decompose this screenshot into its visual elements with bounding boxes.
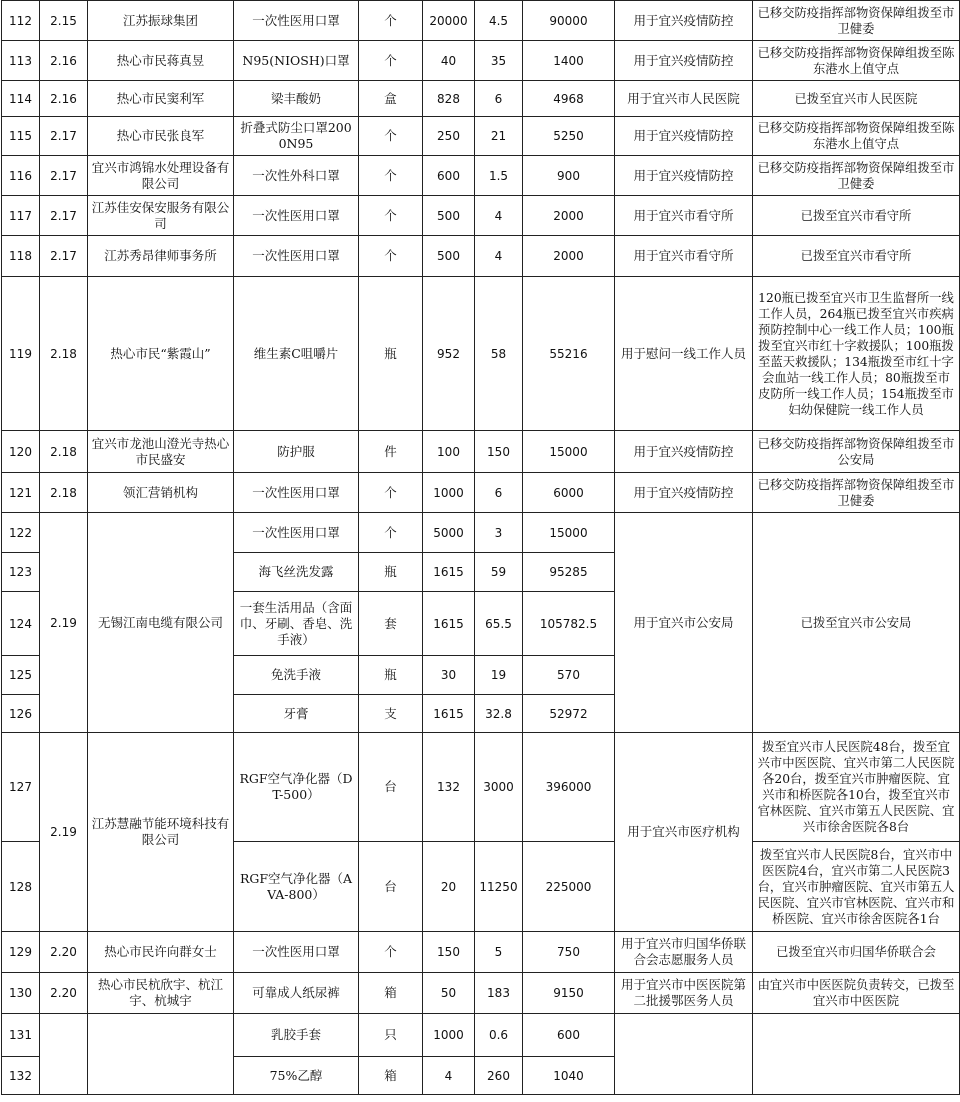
row-date: 2.17 [40,117,88,156]
row-item: 一套生活用品（含面巾、牙刷、香皂、洗手液） [234,592,359,656]
row-amount: 750 [523,932,615,973]
row-number: 125 [2,656,40,695]
row-item: 一次性外科口罩 [234,156,359,196]
row-destination: 拨至宜兴市人民医院8台，宜兴市中医医院4台，宜兴市第二人民医院3台，宜兴市肿瘤医院、宜兴市第五人民医院、宜兴市官林医院、宜兴市和桥医院、宜兴市徐舍医院各1台 [753,842,960,932]
row-amount: 396000 [523,733,615,842]
table-row [2,1014,960,1057]
row-destination: 已拨至宜兴市人民医院 [753,81,960,117]
row-date: 2.15 [40,1,88,41]
donation-table [1,0,960,1095]
row-number: 126 [2,695,40,733]
row-destination: 已移交防疫指挥部物资保障组拨至市公安局 [753,431,960,473]
row-date: 2.17 [40,156,88,196]
row-number: 115 [2,117,40,156]
row-quantity: 30 [423,656,475,695]
row-destination: 已拨至宜兴市归国华侨联合会 [753,932,960,973]
row-donor: 宜兴市龙池山澄光寺热心市民盛安 [88,431,234,473]
row-number: 127 [2,733,40,842]
row-item: 一次性医用口罩 [234,236,359,277]
row-item: 牙膏 [234,695,359,733]
row-item: 一次性医用口罩 [234,932,359,973]
row-price: 1.5 [475,156,523,196]
row-price: 32.8 [475,695,523,733]
row-quantity: 600 [423,156,475,196]
table-row [2,1,960,41]
table-row [2,973,960,1014]
row-use: 用于宜兴市人民医院 [615,81,753,117]
row-quantity: 5000 [423,513,475,553]
row-price: 150 [475,431,523,473]
table-row [2,733,960,842]
group-date: 2.19 [40,733,88,932]
group-use: 用于宜兴市公安局 [615,513,753,733]
row-destination: 120瓶已拨至宜兴市卫生监督所一线工作人员，264瓶已拨至宜兴市疾病预防控制中心一线工作人员；100瓶拨至宜兴市红十字救援队；100瓶拨至蓝天救援队；134瓶拨至市红十字会血站一线工作人员；80瓶拨至市皮防所一线工作人员；154瓶拨至市妇幼保健院一线工作人员 [753,277,960,431]
row-unit: 个 [359,156,423,196]
row-amount: 6000 [523,473,615,513]
row-price: 4 [475,196,523,236]
table-row [2,41,960,81]
row-unit: 套 [359,592,423,656]
row-number: 130 [2,973,40,1014]
row-amount: 55216 [523,277,615,431]
row-price: 4.5 [475,1,523,41]
row-unit: 瓶 [359,656,423,695]
row-date: 2.16 [40,41,88,81]
row-date: 2.20 [40,973,88,1014]
row-amount: 9150 [523,973,615,1014]
row-unit: 个 [359,117,423,156]
row-unit: 盒 [359,81,423,117]
row-quantity: 500 [423,236,475,277]
row-unit: 瓶 [359,553,423,592]
row-number: 113 [2,41,40,81]
row-quantity: 1615 [423,553,475,592]
row-quantity: 250 [423,117,475,156]
row-price: 6 [475,81,523,117]
row-number: 122 [2,513,40,553]
row-amount: 105782.5 [523,592,615,656]
row-unit: 件 [359,431,423,473]
row-use: 用于宜兴疫情防控 [615,431,753,473]
row-number: 132 [2,1057,40,1095]
row-item: 一次性医用口罩 [234,1,359,41]
row-unit: 台 [359,842,423,932]
row-quantity: 1615 [423,592,475,656]
row-number: 123 [2,553,40,592]
row-donor: 热心市民许向群女士 [88,932,234,973]
row-item: RGF空气净化器（DT-500） [234,733,359,842]
table-row [2,236,960,277]
row-date: 2.18 [40,431,88,473]
row-quantity: 1000 [423,473,475,513]
row-item: 一次性医用口罩 [234,513,359,553]
row-unit: 个 [359,932,423,973]
row-quantity: 132 [423,733,475,842]
row-donor: 江苏振球集团 [88,1,234,41]
group-donor: 无锡江南电缆有限公司 [88,513,234,733]
row-unit: 个 [359,473,423,513]
table-row [2,473,960,513]
row-destination: 由宜兴市中医医院负责转交，已拨至宜兴市中医医院 [753,973,960,1014]
row-price: 59 [475,553,523,592]
row-quantity: 1000 [423,1014,475,1057]
row-unit: 台 [359,733,423,842]
group-destination [753,1014,960,1095]
row-date: 2.16 [40,81,88,117]
row-price: 5 [475,932,523,973]
row-quantity: 952 [423,277,475,431]
row-item: 一次性医用口罩 [234,473,359,513]
row-donor: 热心市民蒋真昱 [88,41,234,81]
row-amount: 90000 [523,1,615,41]
row-number: 131 [2,1014,40,1057]
row-destination: 已移交防疫指挥部物资保障组拨至市卫健委 [753,1,960,41]
row-destination: 已移交防疫指挥部物资保障组拨至市卫健委 [753,473,960,513]
row-date: 2.18 [40,277,88,431]
table-row [2,277,960,431]
row-quantity: 828 [423,81,475,117]
row-amount: 15000 [523,431,615,473]
row-price: 58 [475,277,523,431]
row-amount: 5250 [523,117,615,156]
row-destination: 已拨至宜兴市看守所 [753,196,960,236]
row-item: 75%乙醇 [234,1057,359,1095]
row-quantity: 50 [423,973,475,1014]
row-unit: 个 [359,1,423,41]
group-destination: 已拨至宜兴市公安局 [753,513,960,733]
row-use: 用于慰问一线工作人员 [615,277,753,431]
table-row [2,196,960,236]
row-quantity: 100 [423,431,475,473]
row-use: 用于宜兴疫情防控 [615,1,753,41]
row-date: 2.17 [40,196,88,236]
row-unit: 箱 [359,1057,423,1095]
row-quantity: 1615 [423,695,475,733]
row-price: 6 [475,473,523,513]
row-price: 65.5 [475,592,523,656]
row-number: 129 [2,932,40,973]
row-destination: 已移交防疫指挥部物资保障组拨至陈东港水上值守点 [753,117,960,156]
row-destination: 已移交防疫指挥部物资保障组拨至陈东港水上值守点 [753,41,960,81]
row-unit: 箱 [359,973,423,1014]
row-unit: 瓶 [359,277,423,431]
row-quantity: 4 [423,1057,475,1095]
row-donor: 江苏秀昂律师事务所 [88,236,234,277]
table-row [2,117,960,156]
row-number: 128 [2,842,40,932]
group-date: 2.19 [40,513,88,733]
row-use: 用于宜兴疫情防控 [615,156,753,196]
row-date: 2.18 [40,473,88,513]
row-item: 乳胶手套 [234,1014,359,1057]
group-donor [88,1014,234,1095]
row-destination: 拨至宜兴市人民医院48台，拨至宜兴市中医医院、宜兴市第二人民医院各20台，拨至宜兴市肿瘤医院、宜兴市和桥医院各10台，拨至宜兴市官林医院、宜兴市第五人民医院、宜兴市徐舍医院各8台 [753,733,960,842]
row-number: 116 [2,156,40,196]
row-number: 118 [2,236,40,277]
row-price: 4 [475,236,523,277]
row-unit: 个 [359,236,423,277]
row-number: 119 [2,277,40,431]
row-number: 124 [2,592,40,656]
row-number: 121 [2,473,40,513]
row-item: 免洗手液 [234,656,359,695]
row-price: 35 [475,41,523,81]
row-unit: 只 [359,1014,423,1057]
row-number: 112 [2,1,40,41]
row-unit: 个 [359,41,423,81]
row-price: 0.6 [475,1014,523,1057]
table-row [2,932,960,973]
row-use: 用于宜兴市看守所 [615,236,753,277]
row-donor: 江苏佳安保安服务有限公司 [88,196,234,236]
row-item: 折叠式防尘口罩2000N95 [234,117,359,156]
row-price: 11250 [475,842,523,932]
table-row [2,431,960,473]
row-item: 梁丰酸奶 [234,81,359,117]
row-quantity: 40 [423,41,475,81]
row-amount: 4968 [523,81,615,117]
row-item: RGF空气净化器（AVA-800） [234,842,359,932]
row-use: 用于宜兴疫情防控 [615,117,753,156]
group-date [40,1014,88,1095]
row-item: 维生素C咀嚼片 [234,277,359,431]
row-date: 2.17 [40,236,88,277]
row-unit: 支 [359,695,423,733]
row-item: 一次性医用口罩 [234,196,359,236]
row-donor: 热心市民窦利军 [88,81,234,117]
table-row [2,513,960,553]
row-price: 183 [475,973,523,1014]
row-use: 用于宜兴市归国华侨联合会志愿服务人员 [615,932,753,973]
row-item: N95(NIOSH)口罩 [234,41,359,81]
row-item: 海飞丝洗发露 [234,553,359,592]
row-number: 114 [2,81,40,117]
row-quantity: 500 [423,196,475,236]
row-destination: 已拨至宜兴市看守所 [753,236,960,277]
row-price: 21 [475,117,523,156]
row-amount: 2000 [523,196,615,236]
row-amount: 1040 [523,1057,615,1095]
row-quantity: 20 [423,842,475,932]
row-donor: 宜兴市鸿锦水处理设备有限公司 [88,156,234,196]
row-amount: 900 [523,156,615,196]
row-amount: 600 [523,1014,615,1057]
group-donor: 江苏慧融节能环境科技有限公司 [88,733,234,932]
row-use: 用于宜兴市中医医院第二批援鄂医务人员 [615,973,753,1014]
row-number: 120 [2,431,40,473]
row-quantity: 20000 [423,1,475,41]
row-donor: 热心市民“紫霞山” [88,277,234,431]
row-item: 防护服 [234,431,359,473]
row-number: 117 [2,196,40,236]
row-amount: 570 [523,656,615,695]
row-donor: 热心市民杭欣宇、杭江宇、杭城宇 [88,973,234,1014]
row-price: 3 [475,513,523,553]
row-amount: 1400 [523,41,615,81]
row-price: 3000 [475,733,523,842]
row-unit: 个 [359,196,423,236]
table-row [2,81,960,117]
group-use [615,1014,753,1095]
table-row [2,156,960,196]
row-donor: 热心市民张良军 [88,117,234,156]
row-use: 用于宜兴疫情防控 [615,41,753,81]
row-item: 可靠成人纸尿裤 [234,973,359,1014]
row-destination: 已移交防疫指挥部物资保障组拨至市卫健委 [753,156,960,196]
row-price: 260 [475,1057,523,1095]
row-unit: 个 [359,513,423,553]
row-use: 用于宜兴疫情防控 [615,473,753,513]
row-amount: 52972 [523,695,615,733]
row-use: 用于宜兴市看守所 [615,196,753,236]
row-amount: 15000 [523,513,615,553]
row-price: 19 [475,656,523,695]
row-amount: 225000 [523,842,615,932]
row-amount: 2000 [523,236,615,277]
group-use: 用于宜兴市医疗机构 [615,733,753,932]
row-date: 2.20 [40,932,88,973]
row-quantity: 150 [423,932,475,973]
row-amount: 95285 [523,553,615,592]
row-donor: 领汇营销机构 [88,473,234,513]
